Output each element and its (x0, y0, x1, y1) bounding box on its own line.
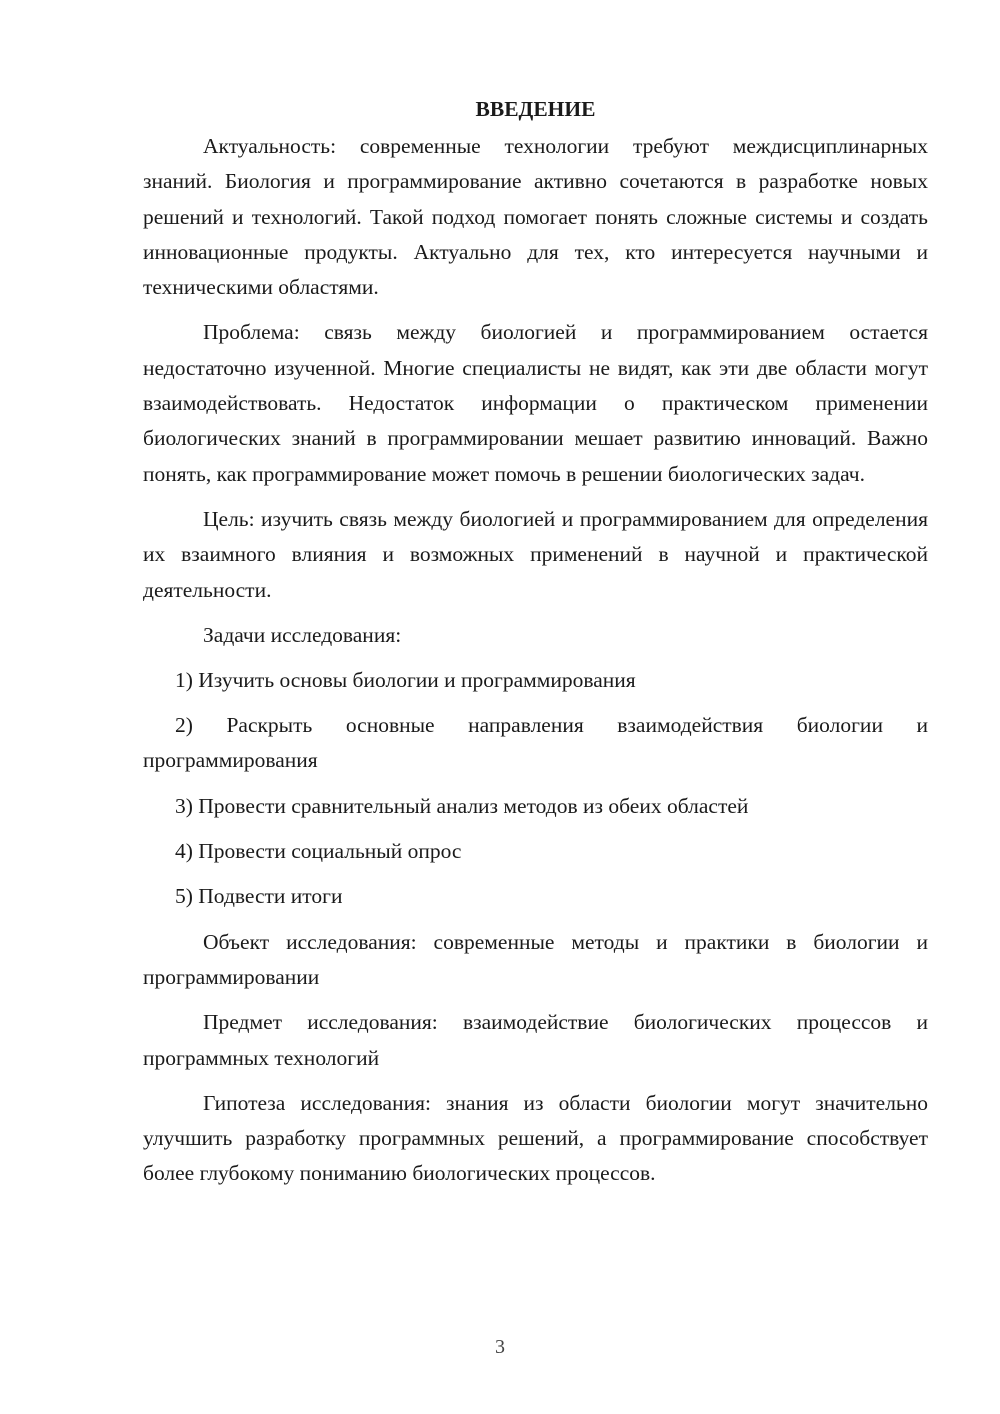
object-paragraph: Объект исследования: современные методы и практики в биологии и программировании (143, 929, 928, 989)
hypothesis-paragraph: Гипотеза исследования: знания из области биологии могут значительно улучшить разработку программных решений, а программирование способствует более глубокому пониманию биологических процессов. (143, 1090, 928, 1186)
page-number: 3 (495, 1336, 505, 1358)
task-item: 5) Подвести итоги (175, 884, 343, 909)
task-item: 4) Провести социальный опрос (175, 839, 462, 864)
task-item: 3) Провести сравнительный анализ методов из обеих областей (175, 793, 749, 818)
goal-paragraph: Цель: изучить связь между биологией и программированием для определения их взаимного влияния и возможных применений в научной и практической деятельности. (143, 506, 928, 602)
task-item: 1) Изучить основы биологии и программирования (175, 667, 636, 692)
problem-paragraph: Проблема: связь между биологией и программированием остается недостаточно изученной. Многие специалисты не видят, как эти две области могут взаимодействовать. Недостаток информации о практическом применении биологических знаний в программировании мешает развитию инноваций. Важно понять, как программирование может помочь в решении биологических задач. (143, 320, 928, 486)
relevance-paragraph: Актуальность: современные технологии требуют междисциплинарных знаний. Биология и программирование активно сочетаются в разработке новых решений и технологий. Такой подход помогает понять сложные системы и создать инновационные продукты. Актуально для тех, кто интересуется научными и техническими областями. (143, 134, 928, 300)
tasks-heading: Задачи исследования: (203, 622, 402, 647)
section-title: ВВЕДЕНИЕ (475, 97, 596, 121)
page-content (143, 92, 928, 1202)
subject-paragraph: Предмет исследования: взаимодействие биологических процессов и программных технологий (143, 1010, 928, 1070)
task-item: 2) Раскрыть основные направления взаимодействия биологии и программирования (143, 713, 928, 773)
